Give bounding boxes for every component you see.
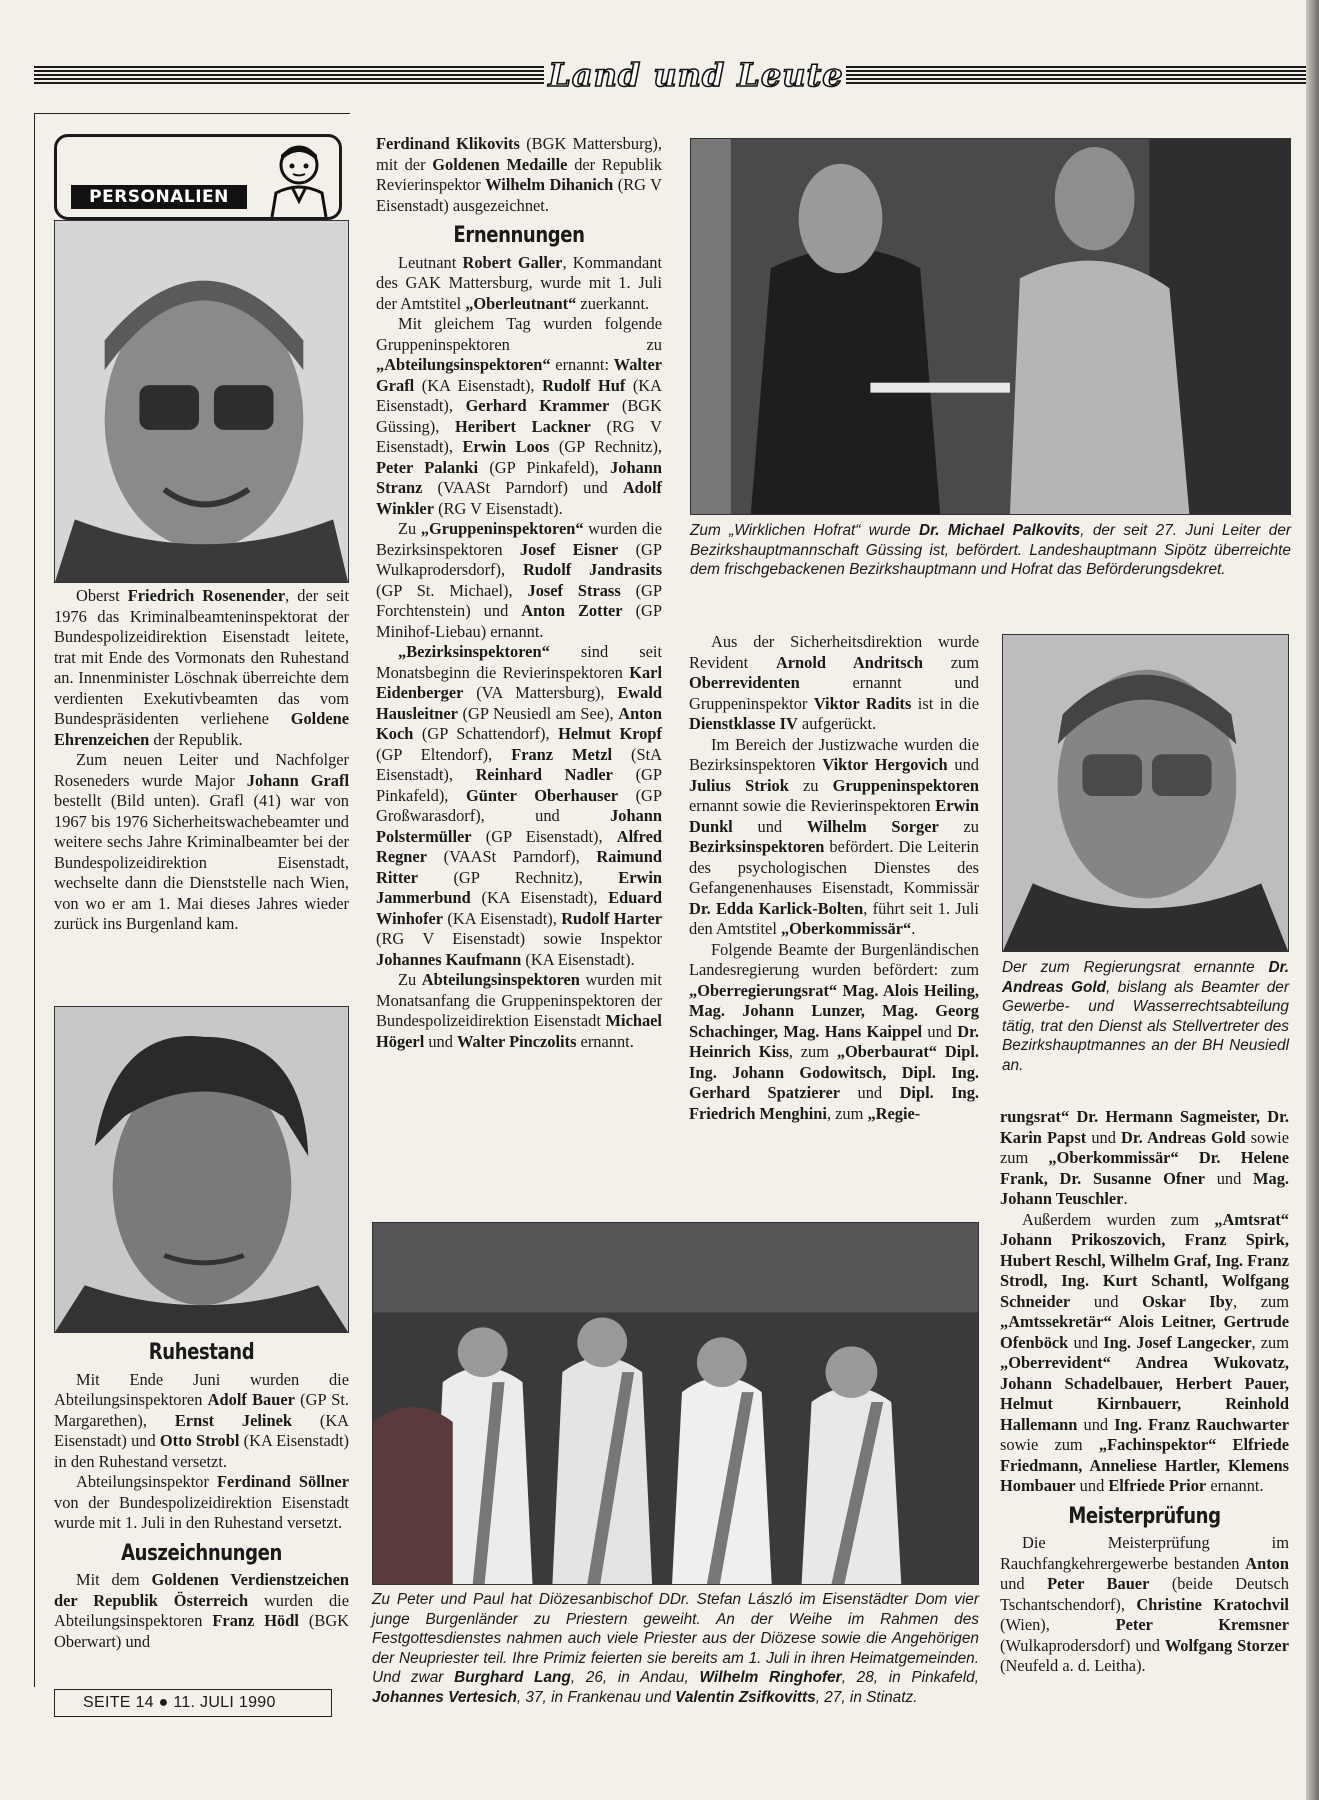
personalien-label: PERSONALIEN xyxy=(71,185,247,209)
header-rule-left xyxy=(34,66,544,84)
caption-gold: Der zum Regierungsrat ernannte Dr. Andreas Gold, bislang als Beamter der Gewerbe- und Wasserrechtsabteilung tätig, trat den Dienst als Stellvertreter des Bezirkshauptmannes an der BH Neusiedl an. xyxy=(1002,959,1289,1074)
paragraph-abteilungsinspektoren: Mit gleichem Tag wurden folgende Gruppeninspektoren zu „Abteilungsinspektoren“ ernannt: Walter Grafl (KA Eisenstadt), Rudolf Huf (KA Eisenstadt), Gerhard Krammer (BGK Güssing), Heribert Lackner (RG V Eisenstadt), Erwin Loos (GP Rechnitz), Peter Palanki (GP Pinkafeld), Johann Stranz (VAASt Parndorf) und Adolf Winkler (RG V Eisenstadt). xyxy=(376,314,663,518)
paragraph-ruhestand-2: Abteilungsinspektor Ferdinand Söllner von der Bundespolizeidirektion Eisenstadt wurde mit 1. Juli in den Ruhestand versetzt. xyxy=(54,1472,349,1532)
column-2 xyxy=(376,134,662,1052)
paragraph-meisterpruefung: Die Meisterprüfung im Rauchfangkehrergewerbe bestanden Anton und Peter Bauer (beide Deutsch Tschantschendorf), Christine Kratochvil (Wien), Peter Kremsner (Wulkaprodersdorf) und Wolfgang Storzer (Neufeld a. d. Leitha). xyxy=(1000,1533,1289,1675)
frame-top xyxy=(34,113,350,114)
photo-friedrich-rosenender xyxy=(54,220,349,583)
page-edge-shadow xyxy=(1306,0,1319,1800)
person-icon xyxy=(262,141,336,217)
column-1-top xyxy=(54,586,349,935)
paragraph-galler: Leutnant Robert Galler, Kommandant des GAK Mattersburg, wurde mit 1. Juli der Amtstitel „Oberleutnant“ zuerkannt. xyxy=(376,252,663,313)
paragraph-regierungsrat: rungsrat“ Dr. Hermann Sagmeister, Dr. Karin Papst und Dr. Andreas Gold sowie zum „Oberkommissär“ Dr. Helene Frank, Dr. Susanne Ofner und Mag. Johann Teuschler. xyxy=(1000,1107,1290,1208)
frame-left xyxy=(34,113,35,1687)
heading-ruhestand: Ruhestand xyxy=(148,1340,255,1365)
heading-auszeichnungen: Auszeichnungen xyxy=(121,1540,282,1566)
photo-andreas-gold xyxy=(1002,634,1289,952)
photo-priest-ordination xyxy=(372,1222,979,1585)
photo-palkovits-ceremony xyxy=(690,138,1291,515)
paragraph-amtsrat: Außerdem wurden zum „Amtsrat“ Johann Prikoszovich, Franz Spirk, Hubert Reschl, Wilhelm Graf, Ing. Franz Strodl, Ing. Kurt Schantl, Wolfgang Schneider und Oskar Iby, zum „Amtssekretär“ Alois Leitner, Gertrude Ofenböck und Ing. Josef Langecker, zum „Oberrevident“ Andrea Wukovatz, Johann Schadelbauer, Herbert Pauer, Helmut Kirnbauerr, Reinhold Hallemann und Ing. Franz Rauchwarter sowie zum „Fachinspektor“ Elfriede Friedmann, Anneliese Hartler, Klemens Hombauer und Elfriede Prior ernannt. xyxy=(1000,1209,1289,1495)
paragraph-grafl: Zum neuen Leiter und Nachfolger Roseneders wurde Major Johann Grafl bestellt (Bild unten). Grafl (41) war von 1967 bis 1976 Sicherheitswachebeamter und weitere sechs Jahre Kriminalbeamter bei der Bundespolizeidirektion Eisenstadt, wechselte dann die Dienststelle nach Wien, von wo er am 1. Mai dieses Jahres wieder zurück ins Burgenland kam. xyxy=(54,750,349,933)
paragraph-landesregierung: Folgende Beamte der Burgenländischen Landesregierung wurden befördert: zum „Oberregierungsrat“ Mag. Alois Heiling, Mag. Johann Lunzer, Mag. Georg Schachinger, Mag. Hans Kaippel und Dr. Heinrich Kiss, zum „Oberbaurat“ Dipl. Ing. Johann Godowitsch, Dipl. Ing. Gerhard Spatzierer und Dipl. Ing. Friedrich Menghini, zum „Regie- xyxy=(689,939,980,1123)
personalien-logo xyxy=(54,134,342,220)
column-4 xyxy=(1000,1107,1289,1677)
section-title: Land und Leute xyxy=(548,56,844,94)
caption-priests: Zu Peter und Paul hat Diözesanbischof DDr. Stefan László im Eisenstädter Dom vier junge Burgenländer zu Priestern geweiht. An der Weihe im Rahmen des Festgottesdienstes nahmen auch viele Priester aus der Diözese sowie die Angehörigen der Neupriester teil. Ihre Primiz feierten sie bereits am 1. Juli in ihren Heimatgemeinden. Und zwar Burghard Lang, 26, in Andau, Wilhelm Ringhofer, 28, in Pinkafeld, Johannes Vertesich, 37, in Frankenau und Valentin Zsifkovitts, 27, in Stinatz. xyxy=(372,1591,979,1706)
paragraph-gruppeninspektoren: Zu „Gruppeninspektoren“ wurden die Bezirksinspektoren Josef Eisner (GP Wulkaprodersdorf), Rudolf Jandrasits (GP St. Michael), Josef Strass (GP Forchtenstein) und Anton Zotter (GP Minihof-Liebau) ernannt. xyxy=(376,519,663,641)
paragraph-rosenender: Oberst Friedrich Rosenender, der seit 1976 das Kriminalbeamteninspektorat der Bundespolizeidirektion Eisenstadt leitete, trat mit Ende des Vormonats den Ruhestand an. Innenminister Löschnak überreichte dem verdienten Exekutivbeamten das vom Bundespräsidenten verliehene Goldene Ehrenzeichen der Republik. xyxy=(54,586,349,749)
paragraph-andritsch: Aus der Sicherheitsdirektion wurde Revident Arnold Andritsch zum Oberrevidenten ernannt und Gruppeninspektor Viktor Radits ist in die Dienstklasse IV aufgerückt. xyxy=(689,632,979,733)
caption-palkovits: Zum „Wirklichen Hofrat“ wurde Dr. Michael Palkovits, der seit 27. Juni Leiter der Bezirkshauptmannschaft Güssing ist, befördert. Landeshauptmann Sipötz überreichte dem frischgebackenen Bezirkshauptmann und Hofrat das Beförderungsdekret. xyxy=(690,522,1291,578)
header-rule-right xyxy=(846,66,1319,84)
heading-ernennungen: Ernennungen xyxy=(453,223,585,248)
paragraph-auszeichnungen: Mit dem Goldenen Verdienstzeichen der Republik Österreich wurden die Abteilungsinspektoren Franz Hödl (BGK Oberwart) und xyxy=(54,1570,349,1651)
paragraph-justizwache: Im Bereich der Justizwache wurden die Bezirksinspektoren Viktor Hergovich und Julius Striok zu Gruppeninspektoren ernannt sowie die Revierinspektoren Erwin Dunkl und Wilhelm Sorger zu Bezirksinspektoren befördert. Die Leiterin des psychologischen Dienstes des Gefangenenhauses Eisenstadt, Kommissär Dr. Edda Karlick-Bolten, führt seit 1. Juli den Amtstitel „Oberkommissär“. xyxy=(689,734,979,938)
page-footer: SEITE 14 ● 11. JULI 1990 xyxy=(54,1689,332,1717)
paragraph-ruhestand-1: Mit Ende Juni wurden die Abteilungsinspektoren Adolf Bauer (GP St. Margarethen), Ernst Jelinek (KA Eisenstadt) und Otto Strobl (KA Eisenstadt) in den Ruhestand versetzt. xyxy=(54,1369,350,1471)
section-header xyxy=(34,56,1319,94)
paragraph-bezirksinspektoren: „Bezirksinspektoren“ sind seit Monatsbeginn die Revierinspektoren Karl Eidenberger (VA Mattersburg), Ewald Hausleitner (GP Neusiedl am See), Anton Koch (GP Schattendorf), Helmut Kropf (GP Eltendorf), Franz Metzl (StA Eisenstadt), Reinhard Nadler (GP Pinkafeld), Günter Oberhauser (GP Großwarasdorf), und Johann Polstermüller (GP Eisenstadt), Alfred Regner (VAASt Parndorf), Raimund Ritter (GP Rechnitz), Erwin Jammerbund (KA Eisenstadt), Eduard Winhofer (KA Eisenstadt), Rudolf Harter (RG V Eisenstadt) sowie Inspektor Johannes Kaufmann (KA Eisenstadt). xyxy=(376,642,662,969)
paragraph-hoegerl: Zu Abteilungsinspektoren wurden mit Monatsanfang die Gruppeninspektoren der Bundespolizeidirektion Eisenstadt Michael Högerl und Walter Pinczolits ernannt. xyxy=(376,970,662,1051)
column-1-bottom xyxy=(54,1333,349,1652)
photo-johann-grafl xyxy=(54,1006,349,1333)
heading-meisterpruefung: Meisterprüfung xyxy=(1068,1503,1221,1529)
paragraph-klikovits: Ferdinand Klikovits (BGK Mattersburg), mit der Goldenen Medaille der Republik Revierinspektor Wilhelm Dihanich (RG V Eisenstadt) ausgezeichnet. xyxy=(376,134,662,215)
column-3 xyxy=(689,632,979,1124)
